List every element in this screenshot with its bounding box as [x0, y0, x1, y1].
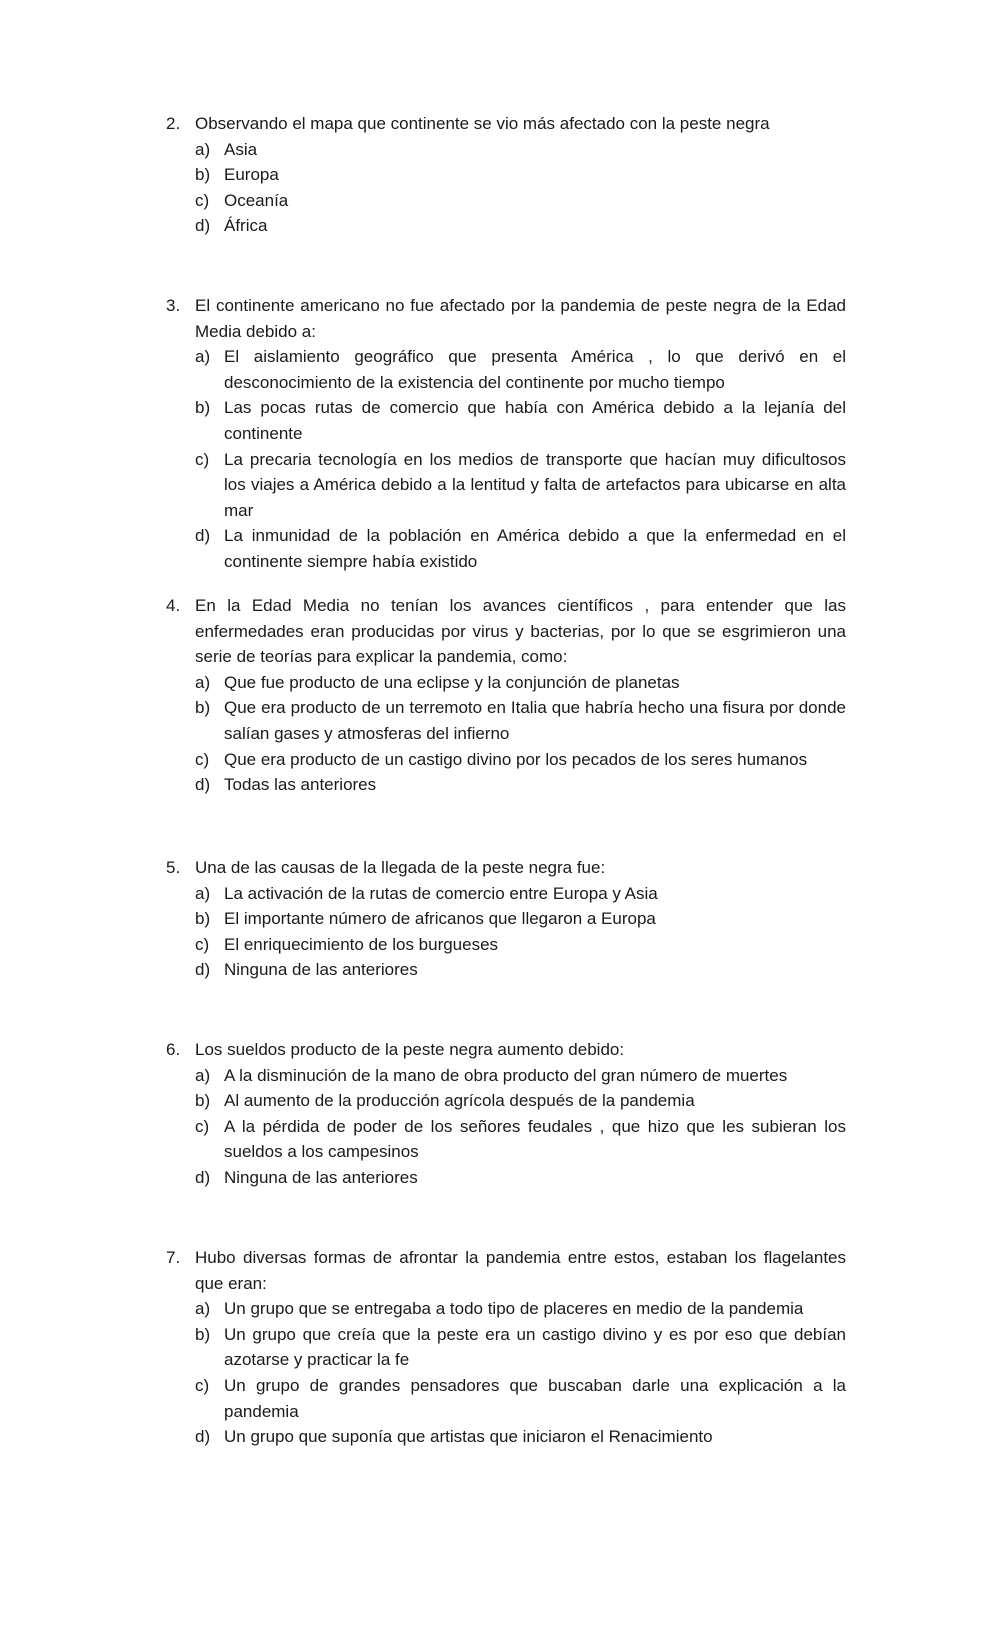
option-letter: d): [195, 216, 211, 236]
question-stem: [166, 1037, 846, 1063]
option-letter: d): [195, 775, 211, 795]
option-letter: b): [195, 698, 211, 718]
option-text: Que era producto de un castigo divino por los pecados de los seres humanos: [224, 749, 808, 769]
question-5: [166, 855, 846, 983]
question-stem: [166, 111, 846, 137]
question-text: En la Edad Media no tenían los avances científicos , para entender que las enfermedades eran producidas por virus y bacterias, por lo que se esgrimieron una serie de teorías para explicar la pandemia, como:: [195, 596, 846, 667]
option-text: Europa: [224, 165, 279, 185]
option-letter: a): [195, 672, 211, 692]
question-text: Los sueldos producto de la peste negra aumento debido:: [195, 1040, 625, 1059]
option-text: Ninguna de las anteriores: [224, 1167, 418, 1187]
option-letter: a): [195, 883, 211, 903]
question-number: 2.: [166, 114, 181, 133]
question-number: 7.: [166, 1248, 181, 1267]
option-letter: b): [195, 909, 211, 929]
option-a: [166, 881, 846, 907]
option-b: [166, 695, 846, 746]
option-a: [166, 1063, 846, 1089]
option-letter: d): [195, 526, 211, 546]
option-letter: b): [195, 1324, 211, 1344]
option-c: [166, 747, 846, 773]
option-letter: c): [195, 190, 210, 210]
option-a: [166, 137, 846, 163]
option-text: El aislamiento geográfico que presenta América , lo que derivó en el desconocimiento de la existencia del continente por mucho tiempo: [224, 347, 846, 392]
question-stem: [166, 855, 846, 881]
option-text: Las pocas rutas de comercio que había con América debido a la lejanía del continente: [224, 398, 846, 443]
question-3: [166, 293, 846, 575]
option-d: [166, 1165, 846, 1191]
option-letter: c): [195, 449, 210, 469]
option-text: La activación de la rutas de comercio entre Europa y Asia: [224, 883, 658, 903]
option-d: [166, 772, 846, 798]
option-text: Todas las anteriores: [224, 775, 377, 795]
option-d: [166, 1424, 846, 1450]
option-text: Un grupo que suponía que artistas que iniciaron el Renacimiento: [224, 1427, 713, 1447]
option-letter: b): [195, 165, 211, 185]
option-letter: d): [195, 960, 211, 980]
option-text: A la pérdida de poder de los señores feudales , que hizo que les subieran los sueldos a los campesinos: [224, 1116, 846, 1162]
option-letter: d): [195, 1167, 211, 1187]
question-4: [166, 593, 846, 798]
option-letter: b): [195, 1091, 211, 1111]
option-letter: c): [195, 1375, 210, 1395]
option-text: Un grupo que creía que la peste era un castigo divino y es por eso que debían azotarse y practicar la fe: [224, 1324, 846, 1370]
option-letter: d): [195, 1427, 211, 1447]
option-c: [166, 932, 846, 958]
option-b: [166, 395, 846, 446]
option-text: El enriquecimiento de los burgueses: [224, 934, 499, 954]
question-number: 5.: [166, 858, 181, 877]
option-text: Un grupo que se entregaba a todo tipo de placeres en medio de la pandemia: [224, 1299, 804, 1319]
option-d: [166, 523, 846, 574]
option-b: [166, 906, 846, 932]
option-text: Al aumento de la producción agrícola después de la pandemia: [224, 1091, 695, 1111]
option-d: [166, 957, 846, 983]
option-text: Un grupo de grandes pensadores que buscaban darle una explicación a la pandemia: [224, 1375, 846, 1421]
option-letter: a): [195, 347, 211, 367]
option-letter: c): [195, 934, 210, 954]
option-a: [166, 1296, 846, 1322]
option-text: La inmunidad de la población en América debido a que la enfermedad en el continente siempre había existido: [224, 526, 846, 571]
option-text: A la disminución de la mano de obra producto del gran número de muertes: [224, 1065, 788, 1085]
option-b: [166, 162, 846, 188]
option-a: [166, 670, 846, 696]
question-text: El continente americano no fue afectado por la pandemia de peste negra de la Edad Media debido a:: [195, 296, 846, 341]
question-text: Una de las causas de la llegada de la peste negra fue:: [195, 858, 606, 877]
option-text: El importante número de africanos que llegaron a Europa: [224, 909, 656, 929]
question-text: Observando el mapa que continente se vio más afectado con la peste negra: [195, 114, 770, 133]
option-b: [166, 1322, 846, 1373]
option-letter: b): [195, 398, 211, 418]
option-text: Que era producto de un terremoto en Italia que habría hecho una fisura por donde salían gases y atmosferas del infierno: [224, 698, 846, 743]
option-letter: c): [195, 1116, 210, 1136]
question-7: [166, 1245, 846, 1450]
option-text: La precaria tecnología en los medios de transporte que hacían muy dificultosos los viajes a América debido a la lentitud y falta de artefactos para ubicarse en alta mar: [224, 449, 846, 520]
option-c: [166, 188, 846, 214]
option-letter: c): [195, 749, 210, 769]
option-c: [166, 447, 846, 524]
question-number: 3.: [166, 296, 181, 315]
question-number: 6.: [166, 1040, 181, 1059]
option-text: Asia: [224, 139, 258, 159]
option-letter: a): [195, 139, 211, 159]
question-6: [166, 1037, 846, 1191]
option-text: Que fue producto de una eclipse y la conjunción de planetas: [224, 672, 680, 692]
question-number: 4.: [166, 596, 181, 615]
option-c: [166, 1373, 846, 1424]
question-stem: [166, 1245, 846, 1296]
option-text: Oceanía: [224, 190, 289, 210]
question-2: [166, 111, 846, 239]
question-text: Hubo diversas formas de afrontar la pandemia entre estos, estaban los flagelantes que eran:: [195, 1248, 846, 1293]
option-text: África: [224, 216, 268, 236]
option-letter: a): [195, 1065, 211, 1085]
option-letter: a): [195, 1299, 211, 1319]
question-stem: [166, 593, 846, 670]
option-b: [166, 1088, 846, 1114]
option-text: Ninguna de las anteriores: [224, 960, 418, 980]
option-a: [166, 344, 846, 395]
question-stem: [166, 293, 846, 344]
option-d: [166, 213, 846, 239]
option-c: [166, 1114, 846, 1165]
